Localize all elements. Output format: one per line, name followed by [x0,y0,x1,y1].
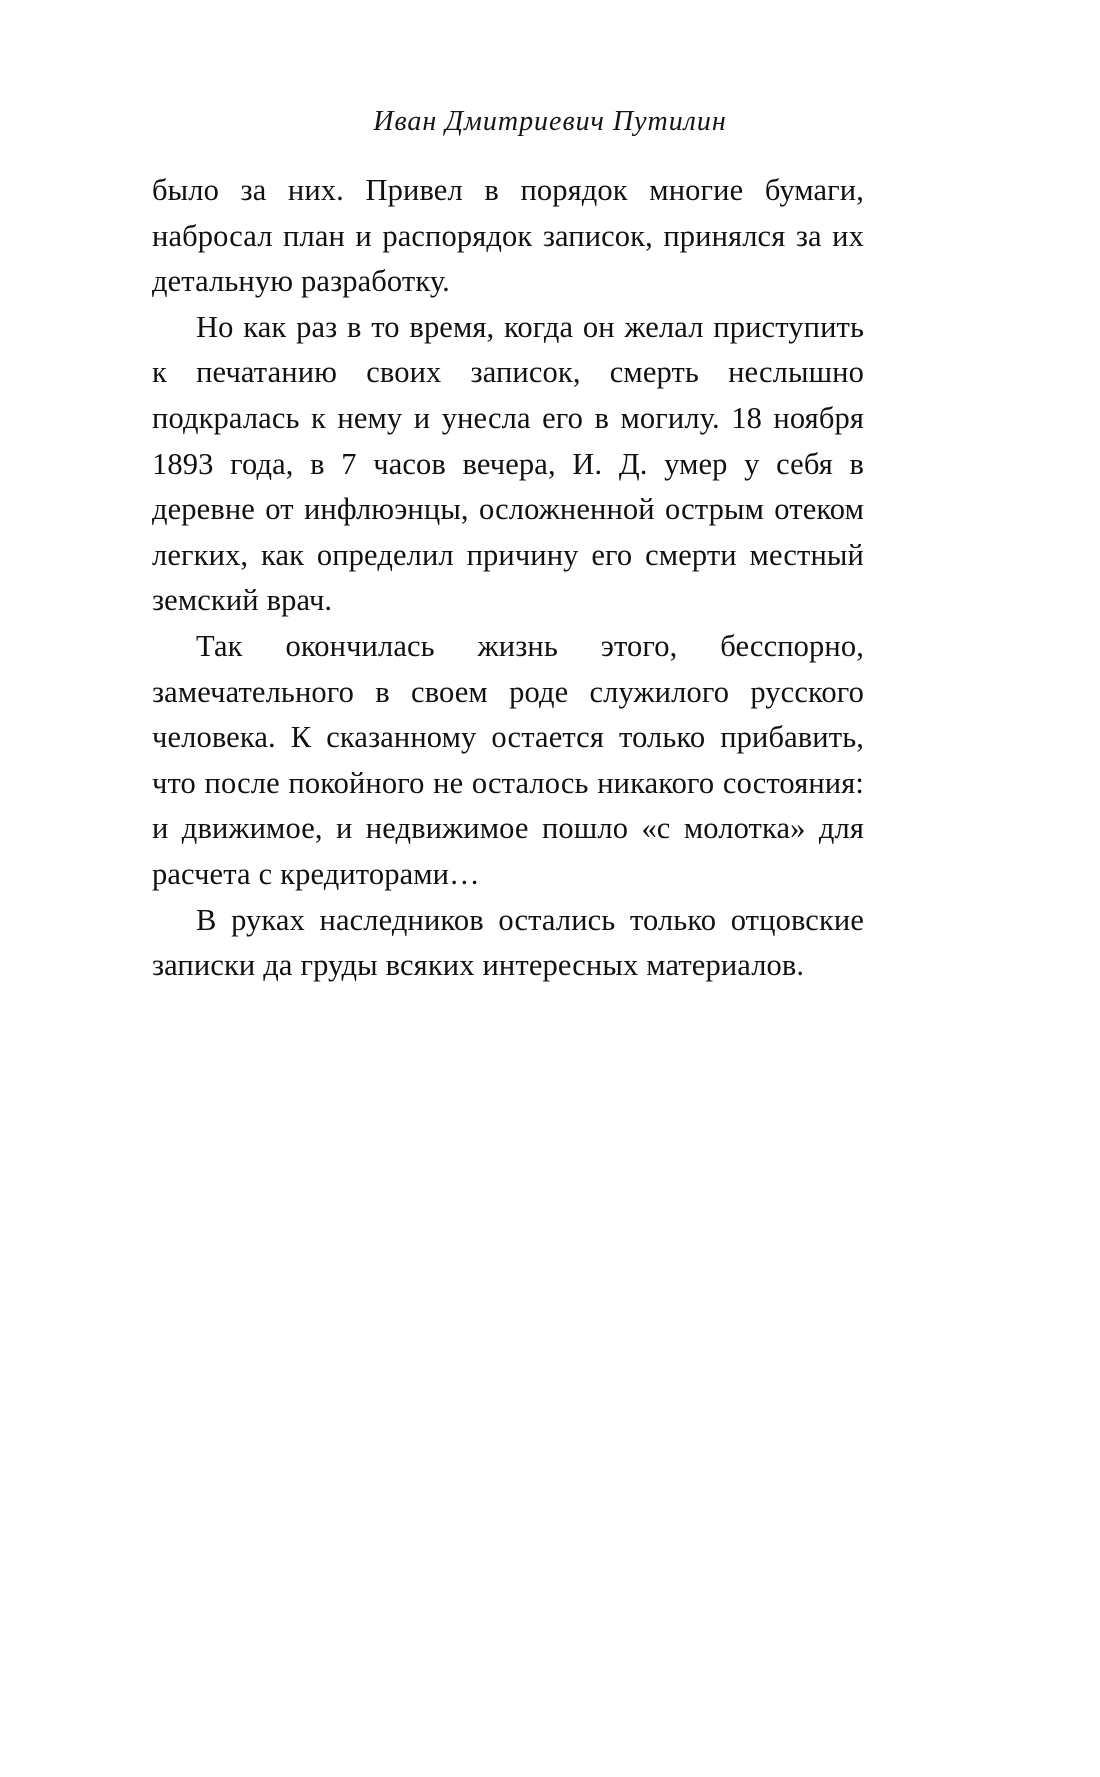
paragraph-4: В руках наследников остались только отцовские записки да груды всяких интересных материалов. [152,902,864,983]
paragraph-2: Но как раз в то время, когда он желал приступить к печатанию своих записок, смерть неслышно подкралась к нему и унесла его в могилу. 18 ноября 1893 года, в 7 часов вечера, И. Д. умер у себя в деревне от инфлюэнцы, осложненной острым отеком легких, как определил причину его смерти местный земский врач. [152,309,864,618]
paragraph-3: Так окончилась жизнь этого, бесспорно, замечательного в своем роде служилого русского человека. К сказанному остается только прибавить, что после покойного не осталось никакого состояния: и движимое, и недвижимое пошло «с молотка» для расчета с кредиторами… [152,628,864,891]
blank-page-area [152,820,864,1700]
paragraph-1: было за них. Привел в порядок многие бумаги, набросал план и распорядок записок, принялся за их детальную разработку. [152,173,864,299]
running-head: Иван Дмитриевич Путилин [373,106,727,137]
